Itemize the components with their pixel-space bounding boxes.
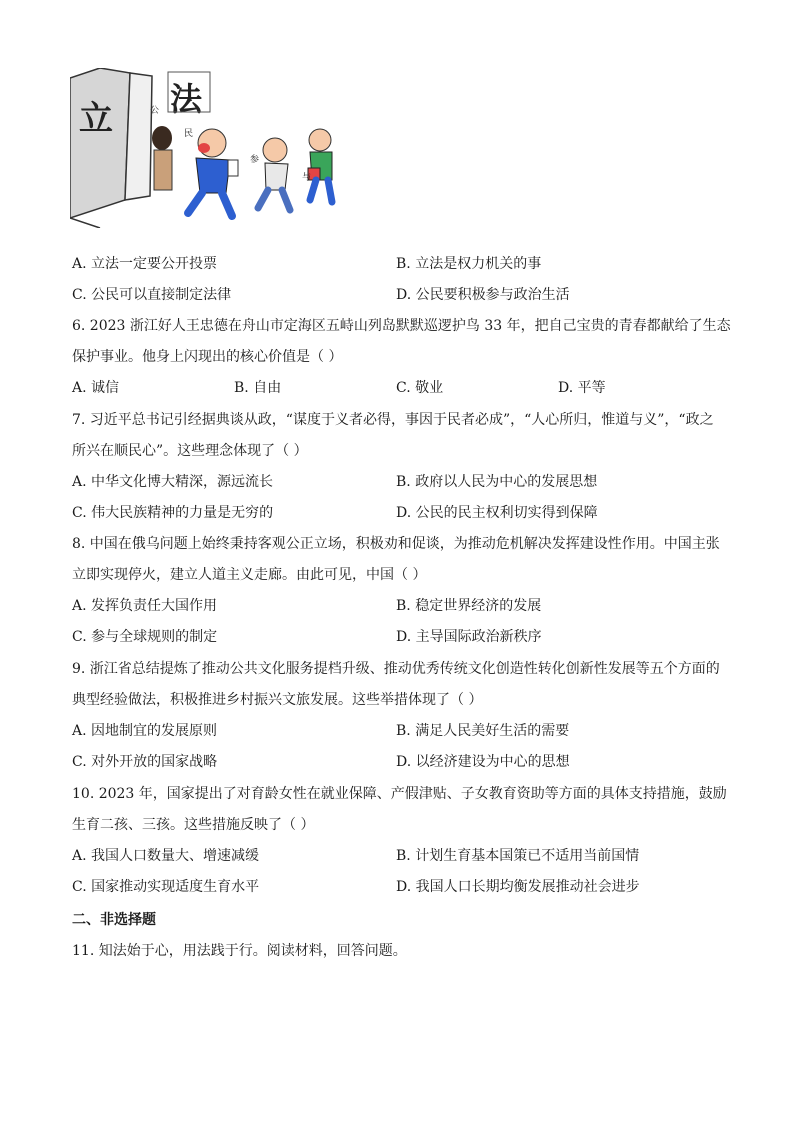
q7-option-d: D. 公民的民主权利切实得到保障 [396,505,598,521]
q5-option-d: D. 公民要积极参与政治生活 [396,287,570,303]
q6-stem-line2: 保护事业。他身上闪现出的核心价值是（ ） [72,349,343,365]
q9-stem-line1: 9. 浙江省总结提炼了推动公共文化服务提档升级、推动优秀传统文化创造性转化创新性发展等五个方面的 [72,661,720,677]
float-char-gong: 公 [150,106,160,116]
q9-option-b: B. 满足人民美好生活的需要 [396,723,570,739]
q5-option-b: B. 立法是权力机关的事 [396,256,542,272]
float-char-yu: 与 [302,173,312,183]
q8-option-c: C. 参与全球规则的制定 [72,629,218,645]
sign-char-li: 立 [79,99,113,139]
q9-stem-line2: 典型经验做法，积极推进乡村振兴文旅发展。这些举措体现了（ ） [72,692,483,708]
float-char-can: 参 [250,155,260,165]
section-title: 二、非选择题 [72,912,156,928]
q6-option-d: D. 平等 [558,380,606,396]
q6-stem-line1: 6. 2023 浙江好人王忠德在舟山市定海区五峙山列岛默默巡逻护鸟 33 年，把自己宝贵的青春都献给了生态 [72,318,731,334]
q9-option-d: D. 以经济建设为中心的思想 [396,754,570,770]
q8-stem-line2: 立即实现停火，建立人道主义走廊。由此可见，中国（ ） [72,567,427,583]
q7-option-a: A. 中华文化博大精深，源远流长 [72,474,274,490]
q7-option-b: B. 政府以人民为中心的发展思想 [396,474,598,490]
q7-stem-line2: 所兴在顺民心”。这些理念体现了（ ） [72,443,308,459]
q8-stem-line1: 8. 中国在俄乌问题上始终秉持客观公正立场，积极劝和促谈，为推动危机解决发挥建设性作用。中国主张 [72,536,720,552]
q8-option-b: B. 稳定世界经济的发展 [396,598,542,614]
q8-option-a: A. 发挥负责任大国作用 [72,598,218,614]
q10-option-c: C. 国家推动实现适度生育水平 [72,879,260,895]
q11-stem-line1: 11. 知法始于心，用法践于行。阅读材料，回答问题。 [72,943,407,959]
q5-option-c: C. 公民可以直接制定法律 [72,287,232,303]
q7-option-c: C. 伟大民族精神的力量是无穷的 [72,505,274,521]
q8-option-d: D. 主导国际政治新秩序 [396,629,542,645]
q9-option-c: C. 对外开放的国家战略 [72,754,218,770]
sign-char-fa: 法 [169,80,203,118]
q5-option-a: A. 立法一定要公开投票 [72,256,218,272]
q7-stem-line1: 7. 习近平总书记引经据典谈从政，“谋度于义者必得，事因于民者必成”，“人心所归，惟道与义”，“政之 [72,412,714,428]
q9-option-a: A. 因地制宜的发展原则 [72,723,218,739]
q6-option-c: C. 敬业 [396,380,444,396]
q10-option-a: A. 我国人口数量大、增速减缓 [72,848,260,864]
q10-stem-line1: 10. 2023 年，国家提出了对育龄女性在就业保障、产假津贴、子女教育资助等方面的具体支持措施，鼓励 [72,786,727,802]
q10-option-d: D. 我国人口长期均衡发展推动社会进步 [396,879,640,895]
q10-option-b: B. 计划生育基本国策已不适用当前国情 [396,848,640,864]
q6-option-b: B. 自由 [234,380,282,396]
q10-stem-line2: 生育二孩、三孩。这些措施反映了（ ） [72,817,315,833]
legislation-cartoon [70,68,338,228]
q6-option-a: A. 诚信 [72,380,120,396]
float-char-min: 民 [184,129,194,139]
